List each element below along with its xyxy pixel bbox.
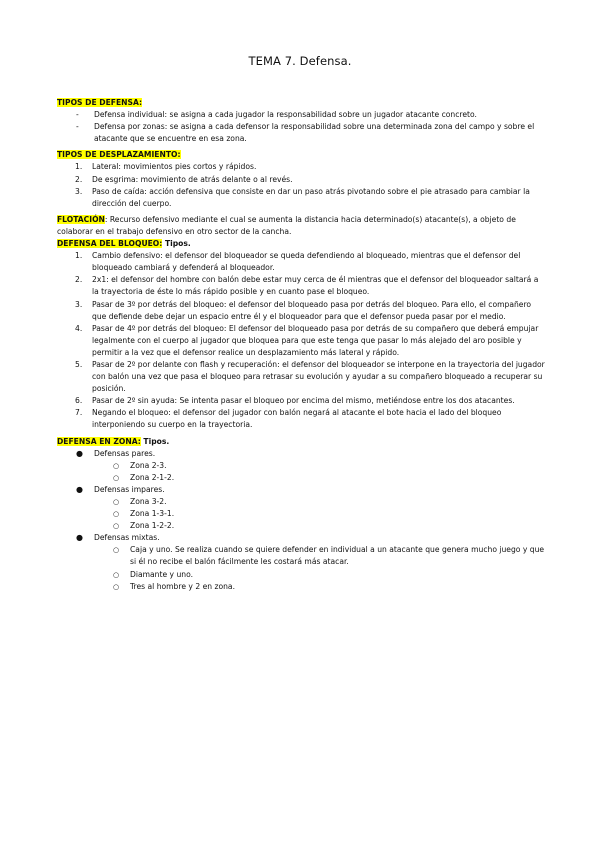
list-item — [57, 109, 545, 121]
list-item — [57, 186, 545, 210]
circle-bullet-icon: ○ — [113, 522, 120, 531]
list-marker: 2. — [75, 275, 83, 285]
numbered-list — [57, 161, 545, 209]
list-item — [57, 299, 545, 323]
list-item-text: De esgrima: movimiento de atrás delante o al revés. — [92, 174, 293, 184]
list-item — [57, 395, 545, 407]
bullet-icon: ● — [76, 533, 83, 543]
list-marker: 3. — [75, 299, 83, 309]
list-item — [57, 174, 545, 186]
list-item — [57, 407, 545, 431]
list-item — [57, 484, 545, 532]
bullet-icon: ● — [76, 448, 83, 458]
list-item-text: 2x1: el defensor del hombre con balón debe estar muy cerca de él mientras que el defensor del bloqueador saltará a la trayectoria de éste lo más rápido posible y en cuanto pase el bloqueo. — [92, 275, 539, 297]
sub-list-item — [57, 472, 545, 484]
sub-list-item — [57, 460, 545, 472]
bullet-list — [57, 448, 545, 593]
list-marker: 1. — [75, 162, 83, 172]
list-marker: 7. — [75, 408, 83, 418]
dash-list — [57, 109, 545, 145]
list-item — [57, 532, 545, 592]
sub-list-item — [57, 520, 545, 532]
section-tipos-defensa — [57, 97, 545, 145]
list-marker: 5. — [75, 359, 83, 369]
list-marker: - — [76, 122, 79, 132]
circle-bullet-icon: ○ — [113, 498, 120, 506]
list-item — [57, 448, 545, 484]
section-defensa-zona — [57, 436, 545, 593]
sub-list-item — [57, 508, 545, 520]
list-marker: 6. — [75, 396, 83, 406]
list-item-text: Caja y uno. Se realiza cuando se quiere defender en individual a un atacante que genera mucho juego y que si él no recibe el balón fácilmente les costará más atacar. — [130, 545, 545, 567]
sub-list-item — [57, 544, 545, 568]
document-body — [57, 97, 545, 593]
section-defensa-bloqueo — [57, 238, 545, 432]
circle-bullet-icon: ○ — [113, 461, 120, 470]
list-item-text: Defensa individual: se asigna a cada jugador la responsabilidad sobre un jugador atacante concreto. — [94, 110, 477, 120]
list-item-text: Zona 2-1-2. — [130, 472, 175, 482]
section-subheading: Tipos. — [162, 239, 191, 249]
section-heading: TIPOS DE DEFENSA: — [57, 98, 143, 107]
list-item-text: Pasar de 2º por delante con flash y recuperación: el defensor del bloqueador se interpone en la trayectoria del jugador con balón una vez que pasa el bloqueo para retrasar su evolución y ayudar a su compañero bloqueado a recuperar su posición. — [92, 359, 545, 394]
list-item-text: Negando el bloqueo: el defensor del jugador con balón negará al atacante el bote hacia el lado del bloqueo interponiendo su cuerpo en la trayectoria. — [92, 408, 502, 430]
list-item-text: Defensas impares. — [94, 484, 165, 494]
list-item — [57, 161, 545, 173]
section-flotacion — [57, 214, 545, 238]
sub-list-item — [57, 569, 545, 581]
circle-bullet-icon: ○ — [113, 582, 120, 591]
list-item — [57, 359, 545, 395]
list-item — [57, 121, 545, 145]
section-heading: DEFENSA EN ZONA: — [57, 436, 141, 446]
list-item — [57, 250, 545, 274]
circle-bullet-icon: ○ — [113, 473, 120, 482]
list-item-text: Diamante y uno. — [130, 569, 193, 579]
list-item-text: Defensa por zonas: se asigna a cada defensor la responsabilidad sobre una determinada zona del campo y sobre el atacante que se encuentre en esa zona. — [94, 122, 535, 144]
sub-list-item — [57, 496, 545, 508]
list-marker: - — [76, 110, 79, 120]
list-item-text: Zona 2-3. — [130, 460, 167, 470]
list-marker: 4. — [75, 323, 83, 333]
list-item-text: Defensas pares. — [94, 448, 156, 458]
list-item-text: Zona 1-3-1. — [130, 509, 175, 519]
section-tipos-desplazamiento — [57, 149, 545, 209]
section-heading: TIPOS DE DESPLAZAMIENTO: — [57, 150, 181, 160]
list-item-text: Lateral: movimientos pies cortos y rápidos. — [92, 162, 257, 172]
circle-bullet-icon: ○ — [113, 510, 120, 519]
section-heading: FLOTACIÓN — [57, 214, 105, 224]
list-marker: 3. — [75, 186, 83, 196]
list-item-text: Defensas mixtas. — [94, 533, 160, 543]
list-item-text: Cambio defensivo: el defensor del bloqueador se queda defendiendo al bloqueado, mientras que el defensor del bloqueado cambiará y defenderá al bloqueador. — [92, 251, 521, 273]
sub-list — [57, 544, 545, 592]
circle-bullet-icon: ○ — [113, 570, 120, 579]
list-item-text: Zona 3-2. — [130, 497, 167, 506]
list-item-text: Pasar de 2º sin ayuda: Se intenta pasar el bloqueo por encima del mismo, metiéndose entre los dos atacantes. — [92, 396, 515, 406]
section-heading: DEFENSA DEL BLOQUEO: — [57, 239, 163, 249]
circle-bullet-icon: ○ — [113, 546, 120, 555]
list-item-text: Paso de caída: acción defensiva que consiste en dar un paso atrás pivotando sobre el pie atrasado para cambiar la dirección del cuerpo. — [92, 186, 530, 208]
list-marker: 2. — [75, 174, 83, 184]
numbered-list — [57, 250, 545, 431]
page-title: TEMA 7. Defensa. — [248, 54, 352, 68]
list-item-text: Pasar de 3º por detrás del bloqueo: el defensor del bloqueado pasa por detrás del bloqueo. Para ello, el compañero que defiende debe dejar un espacio entre él y el bloqueador para que el defensor pueda pasar por el medio. — [92, 299, 532, 321]
sub-list — [57, 460, 545, 484]
list-marker: 1. — [75, 251, 83, 261]
list-item-text: Pasar de 4º por detrás del bloqueo: El defensor del bloqueado pasa por detrás de su compañero que deberá empujar legalmente con el cuerpo al jugador que bloquea para que este tenga que pasar lo más alejado del aro posible y permitir a la vez que el defensor realice un desplazamiento más lateral y rápido. — [92, 323, 539, 357]
list-item — [57, 323, 545, 359]
bullet-icon: ● — [76, 484, 83, 494]
section-subheading: Tipos. — [140, 436, 170, 446]
list-item-text: Tres al hombre y 2 en zona. — [130, 581, 235, 591]
sub-list-item — [57, 581, 545, 593]
list-item-text: Zona 1-2-2. — [130, 521, 175, 531]
paragraph-text: : Recurso defensivo mediante el cual se aumenta la distancia hacia determinado(s) atacante(s), a objeto de colaborar en el trabajo defensivo en otro sector de la cancha. — [57, 214, 516, 236]
list-item — [57, 274, 545, 298]
sub-list — [57, 496, 545, 532]
